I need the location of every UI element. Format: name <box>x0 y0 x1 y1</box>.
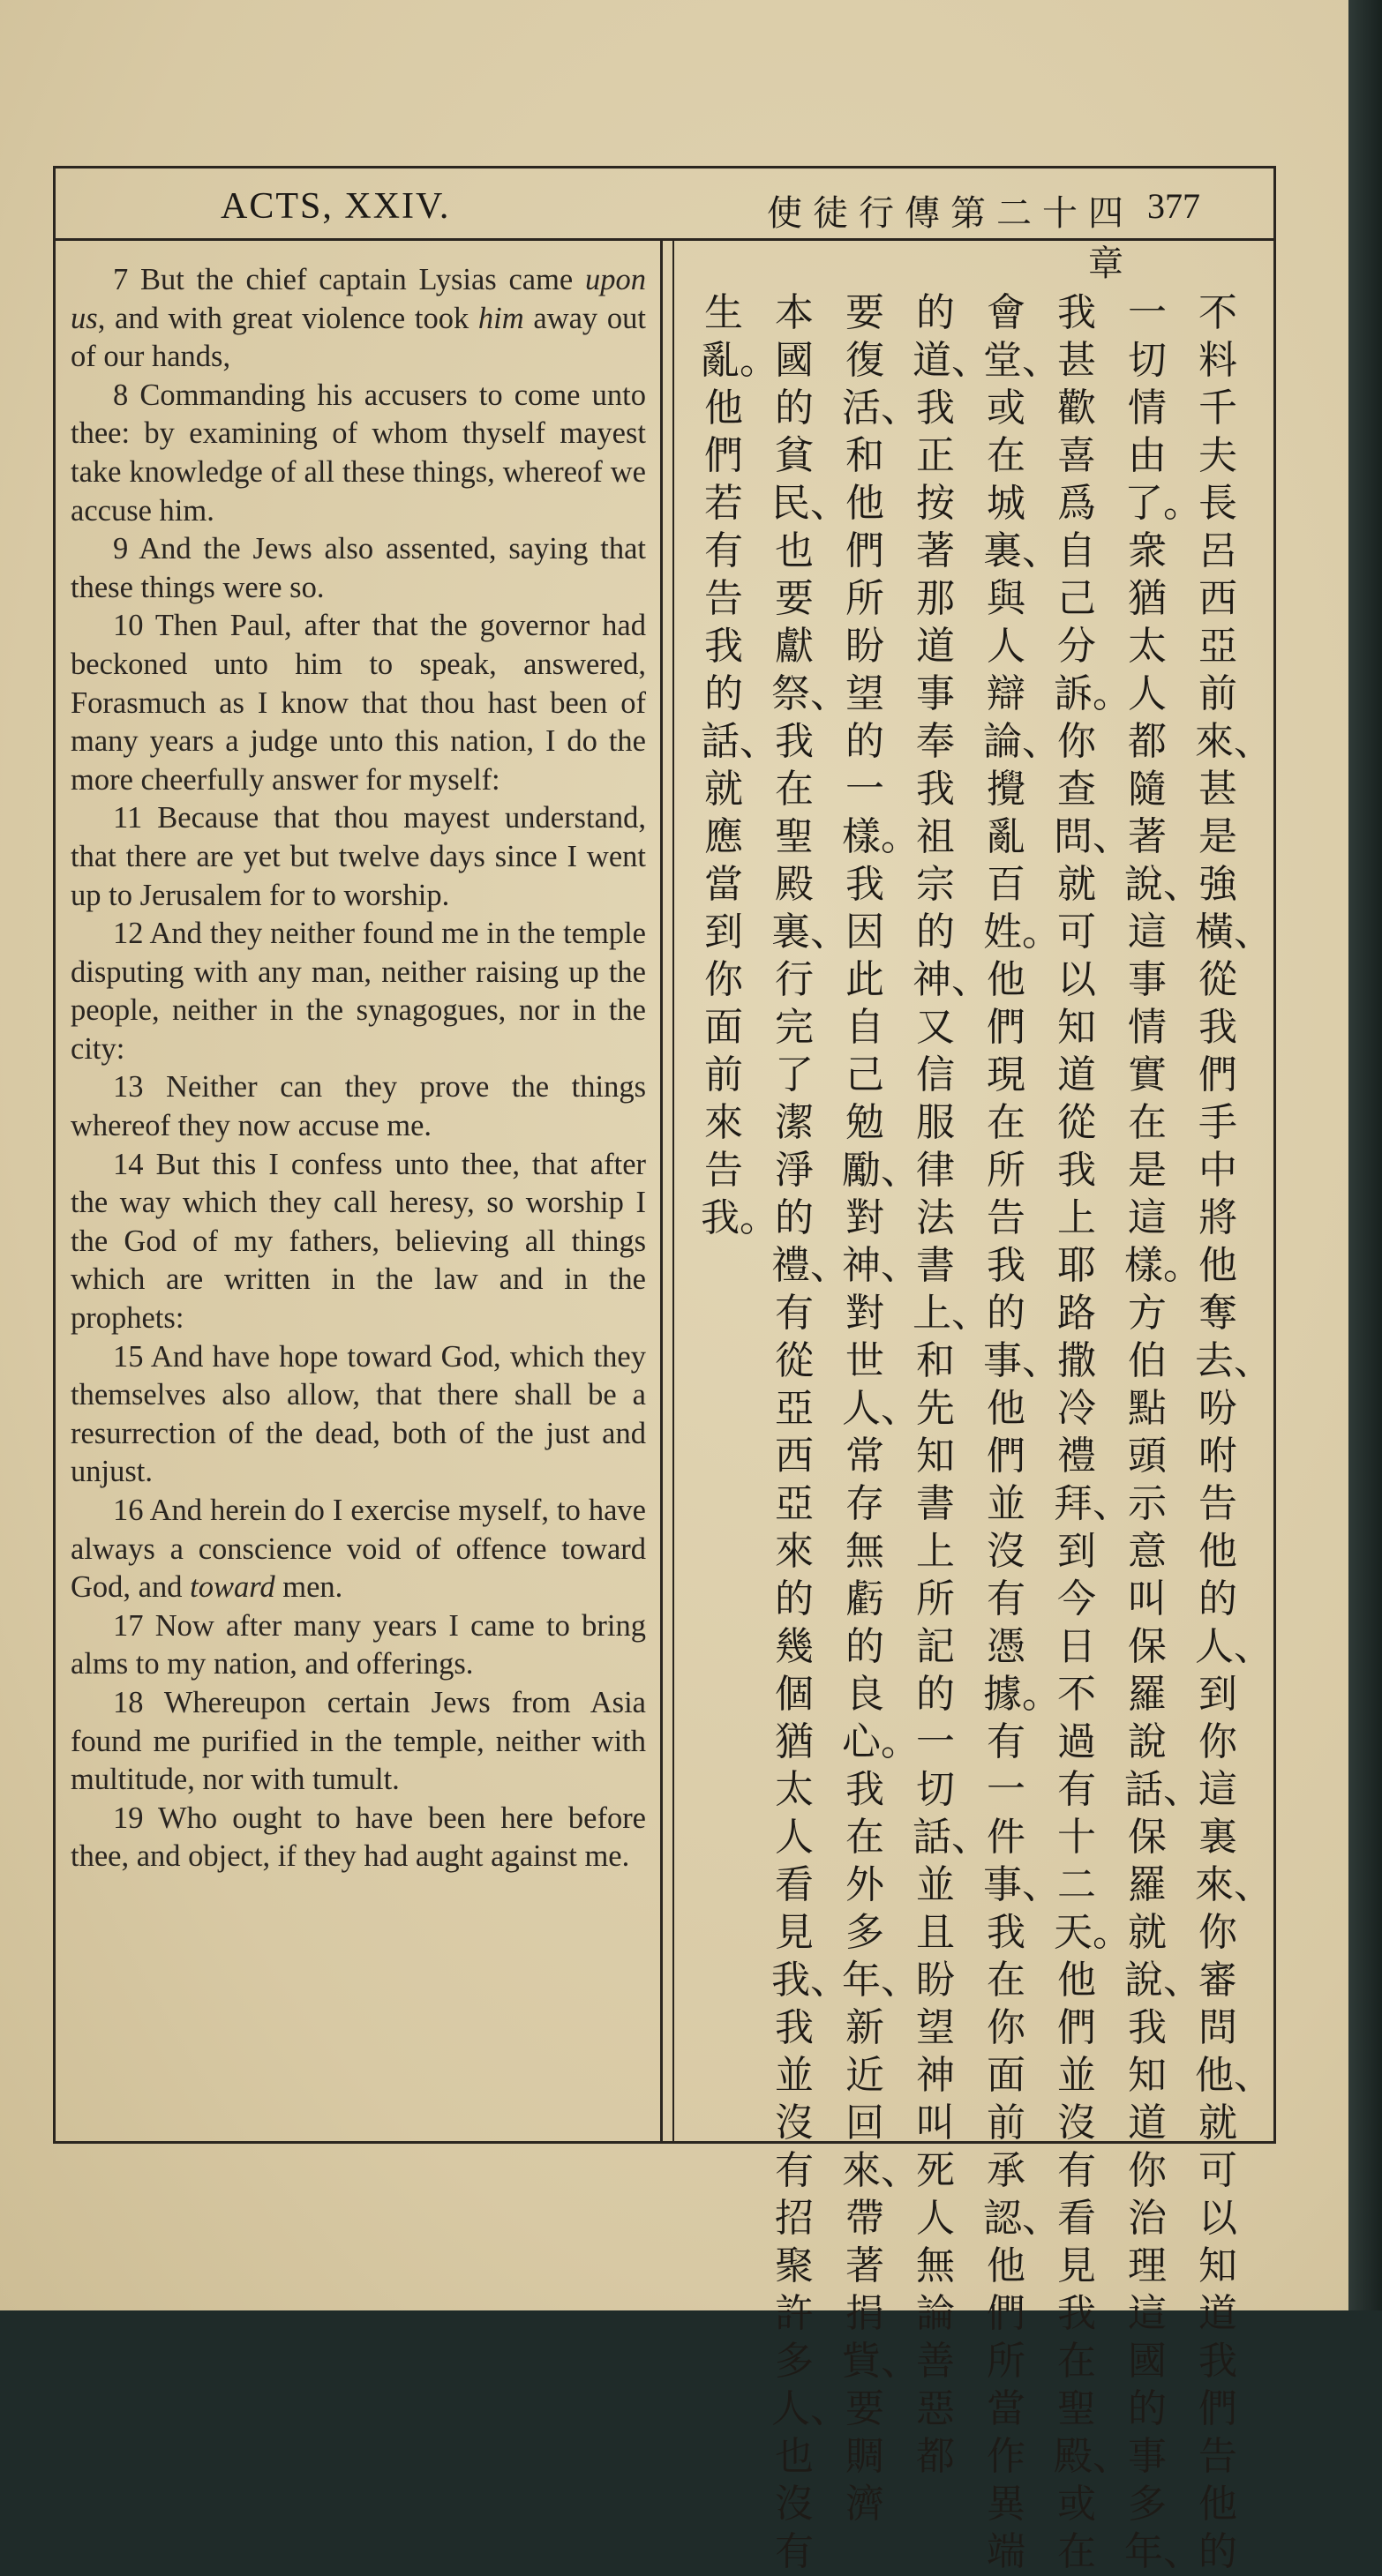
verse-text: And they neither found me in the temple disputing with any man, neither raising up the people, neither in the synagogues, nor in the city: <box>71 917 646 1066</box>
verse-number: 9 <box>113 532 129 566</box>
verse-text: Whereupon certain Jews from Asia found me purified in the temple, neither with multitude, nor with tumult. <box>71 1685 646 1797</box>
chinese-column-5: 的道、我正按著那道事奉我祖宗的 神、又信服律法書上、和先知書上所記的一切話、並且盼望 神叫死人無論善惡都 <box>913 290 994 2479</box>
chinese-column-4: 會堂、或在城裏、與人辯論、攪亂百姓。他們現在所告我的事、他們並沒有憑據。有一件事、我在你面前承認、他們所當作異端 <box>983 290 1061 2574</box>
verse-12 <box>71 915 646 1068</box>
chinese-column-2: 一切情由了。衆猶太人都隨著說、這事情實在是這樣。方伯點頭示意叫保羅說話、保羅就說、我知道你治理這國的事多年、 <box>1124 290 1202 2574</box>
verse-text: Neither can they prove the things whereof they now accuse me. <box>71 1070 646 1143</box>
verse-text: But the chief captain Lysias came <box>140 263 585 296</box>
verse-number: 16 <box>113 1494 144 1527</box>
verse-text: men. <box>274 1570 343 1605</box>
page-number: 377 <box>1147 186 1200 226</box>
running-head-english: ACTS, XXIV. <box>221 186 451 227</box>
verse-number: 15 <box>113 1339 144 1374</box>
verse-number: 17 <box>113 1608 144 1643</box>
verse-18 <box>71 1684 646 1800</box>
english-text-column <box>71 261 646 1876</box>
verse-number: 8 <box>113 378 129 412</box>
chinese-column-1: 不料千夫長呂西亞前來、甚是強橫、從我們手中將他奪去、吩咐告他的人、到你這裏來、你審問他、就可以知道我們告他的 <box>1195 290 1273 2574</box>
verse-text: Now after many years I came to bring alms to my nation, and offerings. <box>71 1608 646 1681</box>
verse-text: Commanding his accusers to come unto thee: by examining of whom thyself mayest take knowledge of all these things, whereof we accuse him. <box>71 378 646 528</box>
verse-text: Then Paul, after that the governor had beckoned unto him to speak, answered, Forasmuch as I know that thou hast been of many years a judge unto this nation, I do the more cheerfully answer for myself: <box>71 609 646 797</box>
verse-text: , and with great violence took <box>97 301 478 335</box>
verse-number: 13 <box>113 1070 144 1105</box>
verse-8 <box>71 377 646 530</box>
verse-text: Who ought to have been here before thee, and object, if they had aught against me. <box>71 1801 646 1874</box>
verse-15 <box>71 1338 646 1492</box>
verse-number: 18 <box>113 1685 144 1719</box>
verse-number: 12 <box>113 917 144 951</box>
verse-text: away out of our hands, <box>71 301 646 374</box>
chinese-column-6: 要復活、和他們所盼望的一樣。我因此自己勉勵、對 神、對世人、常存無虧的良心。我在外多年、新近回來、帶著捐貲、要賙濟 <box>842 290 923 2527</box>
verse-11 <box>71 799 646 915</box>
verse-number: 7 <box>113 263 129 296</box>
chinese-column-3: 我甚歡喜爲自己分訴。你查問、就可以知道從我上耶路撒冷禮拜、到今日不過有十二天。他們並沒有看見我在聖殿、或在 <box>1054 290 1131 2574</box>
italic-word: toward <box>190 1570 275 1605</box>
verse-text: But this I confess unto thee, that after the way which they call heresy, so worship I the God of my fathers, believing all things which are written in the law and in the prophets: <box>71 1147 646 1336</box>
verse-16 <box>71 1492 646 1607</box>
italic-word: upon us <box>71 263 646 335</box>
verse-number: 14 <box>113 1147 144 1181</box>
verse-19 <box>71 1800 646 1876</box>
running-head-chinese: 使徒行傳第二十四章 <box>767 193 1134 284</box>
verse-text: And the Jews also assented, saying that these things were so. <box>71 532 646 604</box>
verse-7 <box>71 261 646 377</box>
book-spine <box>1348 0 1382 2310</box>
chinese-text-column <box>680 289 1273 2574</box>
verse-text: And have hope toward God, which they themselves also allow, that there shall be a resurrection of the dead, both of the just and unjust. <box>71 1339 646 1489</box>
verse-text: Because that thou mayest understand, that there are yet but twelve days since I went up to Jerusalem for to worship. <box>71 801 647 912</box>
verse-9 <box>71 530 646 607</box>
verse-14 <box>71 1146 646 1338</box>
verse-number: 10 <box>113 609 144 643</box>
verse-text: And herein do I exercise myself, to have always a conscience void of offence toward God, and <box>71 1494 646 1605</box>
verse-13 <box>71 1068 646 1145</box>
column-divider-inner <box>672 238 674 2144</box>
verse-17 <box>71 1607 646 1684</box>
verse-number: 11 <box>113 801 143 835</box>
chinese-column-7: 本國的貧民、也要獻祭、我在聖殿裏、行完了潔淨的禮、有從亞西亞來的幾個猶太人看見我、我並沒有招聚許多人、也沒有 <box>771 290 849 2574</box>
chinese-column-8: 生亂。他們若有告我的話、就應當到你面前來告我。 <box>701 290 778 1240</box>
verse-10 <box>71 607 646 799</box>
italic-word: him <box>477 301 524 335</box>
column-divider <box>660 238 663 2144</box>
verse-number: 19 <box>113 1801 144 1835</box>
